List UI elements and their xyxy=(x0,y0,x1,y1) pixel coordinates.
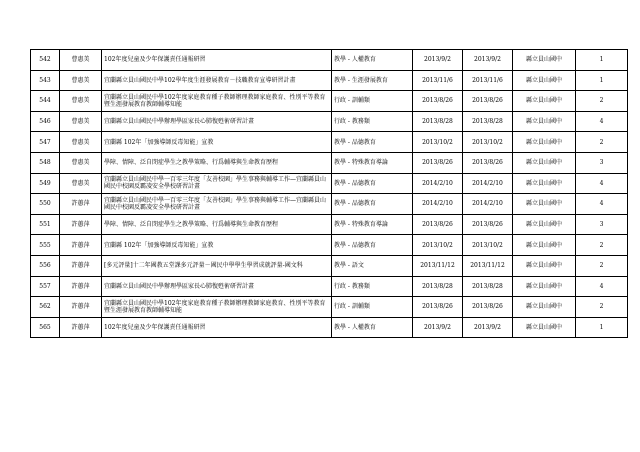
category-cell: 教學 - 品德教育 xyxy=(332,132,413,153)
school-cell: 縣立員山國中 xyxy=(513,276,576,297)
hours-cell: 3 xyxy=(576,152,628,173)
start-date-cell: 2013/8/26 xyxy=(413,152,463,173)
table-row xyxy=(31,91,628,112)
start-date-cell: 2013/8/26 xyxy=(413,214,463,235)
record-number-cell: 551 xyxy=(31,214,60,235)
table-row xyxy=(31,70,628,91)
school-cell: 縣立員山國中 xyxy=(513,235,576,256)
start-date-cell: 2013/10/2 xyxy=(413,132,463,153)
teacher-name-cell: 曹惠美 xyxy=(60,70,102,91)
teacher-name-cell: 曹惠美 xyxy=(60,173,102,194)
start-date-cell: 2013/11/6 xyxy=(413,70,463,91)
course-title-cell: 宜蘭縣立員山國民中學102年度家庭教育種子教師辦理教師家庭教育、性別平等教育暨生涯發展教育教師輔導知能 xyxy=(102,91,332,112)
course-title-cell: 宜蘭縣立員山國民中學102學年度生涯發展教育－技職教育宣導研習計畫 xyxy=(102,70,332,91)
school-cell: 縣立員山國中 xyxy=(513,50,576,71)
hours-cell: 4 xyxy=(576,173,628,194)
record-number-cell: 555 xyxy=(31,235,60,256)
table-row xyxy=(31,317,628,338)
table-row xyxy=(31,50,628,71)
category-cell: 教學 - 特殊教育導論 xyxy=(332,152,413,173)
start-date-cell: 2014/2/10 xyxy=(413,194,463,215)
end-date-cell: 2013/8/26 xyxy=(463,91,513,112)
start-date-cell: 2013/8/28 xyxy=(413,276,463,297)
start-date-cell: 2013/8/26 xyxy=(413,91,463,112)
start-date-cell: 2013/9/2 xyxy=(413,50,463,71)
end-date-cell: 2014/2/10 xyxy=(463,194,513,215)
teacher-name-cell: 許蕙萍 xyxy=(60,297,102,318)
hours-cell: 2 xyxy=(576,132,628,153)
table-row xyxy=(31,214,628,235)
table-row xyxy=(31,276,628,297)
training-records-table xyxy=(30,49,628,338)
category-cell: 行政 - 訓輔類 xyxy=(332,91,413,112)
record-number-cell: 562 xyxy=(31,297,60,318)
end-date-cell: 2013/9/2 xyxy=(463,50,513,71)
course-title-cell: 宜蘭縣 102年「加強導師反毒知能」宣教 xyxy=(102,235,332,256)
category-cell: 行政 - 教務類 xyxy=(332,111,413,132)
school-cell: 縣立員山國中 xyxy=(513,255,576,276)
teacher-name-cell: 曹惠美 xyxy=(60,111,102,132)
teacher-name-cell: 曹惠美 xyxy=(60,152,102,173)
hours-cell: 2 xyxy=(576,297,628,318)
category-cell: 教學 - 生涯發展教育 xyxy=(332,70,413,91)
teacher-name-cell: 許蕙萍 xyxy=(60,214,102,235)
end-date-cell: 2013/10/2 xyxy=(463,235,513,256)
end-date-cell: 2013/11/12 xyxy=(463,255,513,276)
school-cell: 縣立員山國中 xyxy=(513,297,576,318)
course-title-cell: 宜蘭縣立員山國民中學辦理學區家長心肺復甦術研習計畫 xyxy=(102,276,332,297)
end-date-cell: 2013/8/26 xyxy=(463,214,513,235)
record-number-cell: 550 xyxy=(31,194,60,215)
school-cell: 縣立員山國中 xyxy=(513,111,576,132)
end-date-cell: 2013/8/28 xyxy=(463,276,513,297)
hours-cell: 2 xyxy=(576,255,628,276)
course-title-cell: 宜蘭縣立員山國民中學102年度家庭教育種子教師辦理教師家庭教育、性別平等教育暨生涯發展教育教師輔導知能 xyxy=(102,297,332,318)
hours-cell: 2 xyxy=(576,235,628,256)
record-number-cell: 565 xyxy=(31,317,60,338)
table-row xyxy=(31,132,628,153)
teacher-name-cell: 許蕙萍 xyxy=(60,276,102,297)
teacher-name-cell: 許蕙萍 xyxy=(60,317,102,338)
school-cell: 縣立員山國中 xyxy=(513,214,576,235)
record-number-cell: 556 xyxy=(31,255,60,276)
category-cell: 教學 - 人權教育 xyxy=(332,317,413,338)
school-cell: 縣立員山國中 xyxy=(513,173,576,194)
record-number-cell: 547 xyxy=(31,132,60,153)
hours-cell: 4 xyxy=(576,111,628,132)
hours-cell: 4 xyxy=(576,276,628,297)
hours-cell: 1 xyxy=(576,50,628,71)
category-cell: 教學 - 人權教育 xyxy=(332,50,413,71)
category-cell: 行政 - 教務類 xyxy=(332,276,413,297)
category-cell: 教學 - 品德教育 xyxy=(332,194,413,215)
hours-cell: 1 xyxy=(576,70,628,91)
table-row xyxy=(31,111,628,132)
end-date-cell: 2013/11/6 xyxy=(463,70,513,91)
school-cell: 縣立員山國中 xyxy=(513,70,576,91)
record-number-cell: 544 xyxy=(31,91,60,112)
school-cell: 縣立員山國中 xyxy=(513,152,576,173)
category-cell: 教學 - 語文 xyxy=(332,255,413,276)
hours-cell: 2 xyxy=(576,91,628,112)
end-date-cell: 2013/8/26 xyxy=(463,297,513,318)
record-number-cell: 557 xyxy=(31,276,60,297)
hours-cell: 3 xyxy=(576,214,628,235)
course-title-cell: 102年度兒童及少年保護責任通報研習 xyxy=(102,317,332,338)
course-title-cell: 宜蘭縣立員山國民中學辦理學區家長心肺復甦術研習計畫 xyxy=(102,111,332,132)
start-date-cell: 2013/8/26 xyxy=(413,297,463,318)
teacher-name-cell: 許蕙萍 xyxy=(60,255,102,276)
course-title-cell: [多元評量]十二年國教五堂課多元評量－國民中學學生學習成就評量-國文科 xyxy=(102,255,332,276)
record-number-cell: 542 xyxy=(31,50,60,71)
course-title-cell: 宜蘭縣 102年「加強導師反毒知能」宣教 xyxy=(102,132,332,153)
school-cell: 縣立員山國中 xyxy=(513,194,576,215)
hours-cell: 1 xyxy=(576,317,628,338)
teacher-name-cell: 許蕙萍 xyxy=(60,194,102,215)
course-title-cell: 宜蘭縣立員山國民中學一百零三年度「友善校園」學生事務與輔導工作—宜蘭縣員山國民中校園反霸凌安全學校研習計畫 xyxy=(102,194,332,215)
end-date-cell: 2014/2/10 xyxy=(463,173,513,194)
table-row xyxy=(31,173,628,194)
table-row xyxy=(31,194,628,215)
table-row xyxy=(31,152,628,173)
school-cell: 縣立員山國中 xyxy=(513,317,576,338)
teacher-name-cell: 曹惠美 xyxy=(60,91,102,112)
start-date-cell: 2013/9/2 xyxy=(413,317,463,338)
start-date-cell: 2013/10/2 xyxy=(413,235,463,256)
course-title-cell: 宜蘭縣立員山國民中學一百零三年度「友善校園」學生事務與輔導工作—宜蘭縣員山國民中校園反霸凌安全學校研習計畫 xyxy=(102,173,332,194)
category-cell: 教學 - 品德教育 xyxy=(332,173,413,194)
end-date-cell: 2013/8/28 xyxy=(463,111,513,132)
end-date-cell: 2013/8/26 xyxy=(463,152,513,173)
course-title-cell: 102年度兒童及少年保護責任通報研習 xyxy=(102,50,332,71)
table-row xyxy=(31,235,628,256)
course-title-cell: 學障、情障、泛自閉症學生之教學策略、行爲輔導與生命教育歷程 xyxy=(102,214,332,235)
record-number-cell: 548 xyxy=(31,152,60,173)
teacher-name-cell: 曹惠美 xyxy=(60,132,102,153)
record-number-cell: 546 xyxy=(31,111,60,132)
course-title-cell: 學障、情障、泛自閉症學生之教學策略、行爲輔導與生命教育歷程 xyxy=(102,152,332,173)
school-cell: 縣立員山國中 xyxy=(513,132,576,153)
hours-cell: 4 xyxy=(576,194,628,215)
table-row xyxy=(31,255,628,276)
teacher-name-cell: 曹惠美 xyxy=(60,50,102,71)
end-date-cell: 2013/10/2 xyxy=(463,132,513,153)
category-cell: 行政 - 訓輔類 xyxy=(332,297,413,318)
category-cell: 教學 - 品德教育 xyxy=(332,235,413,256)
school-cell: 縣立員山國中 xyxy=(513,91,576,112)
start-date-cell: 2014/2/10 xyxy=(413,173,463,194)
table-row xyxy=(31,297,628,318)
table-body xyxy=(31,50,628,338)
start-date-cell: 2013/8/28 xyxy=(413,111,463,132)
record-number-cell: 549 xyxy=(31,173,60,194)
end-date-cell: 2013/9/2 xyxy=(463,317,513,338)
record-number-cell: 543 xyxy=(31,70,60,91)
teacher-name-cell: 許蕙萍 xyxy=(60,235,102,256)
category-cell: 教學 - 特殊教育導論 xyxy=(332,214,413,235)
start-date-cell: 2013/11/12 xyxy=(413,255,463,276)
